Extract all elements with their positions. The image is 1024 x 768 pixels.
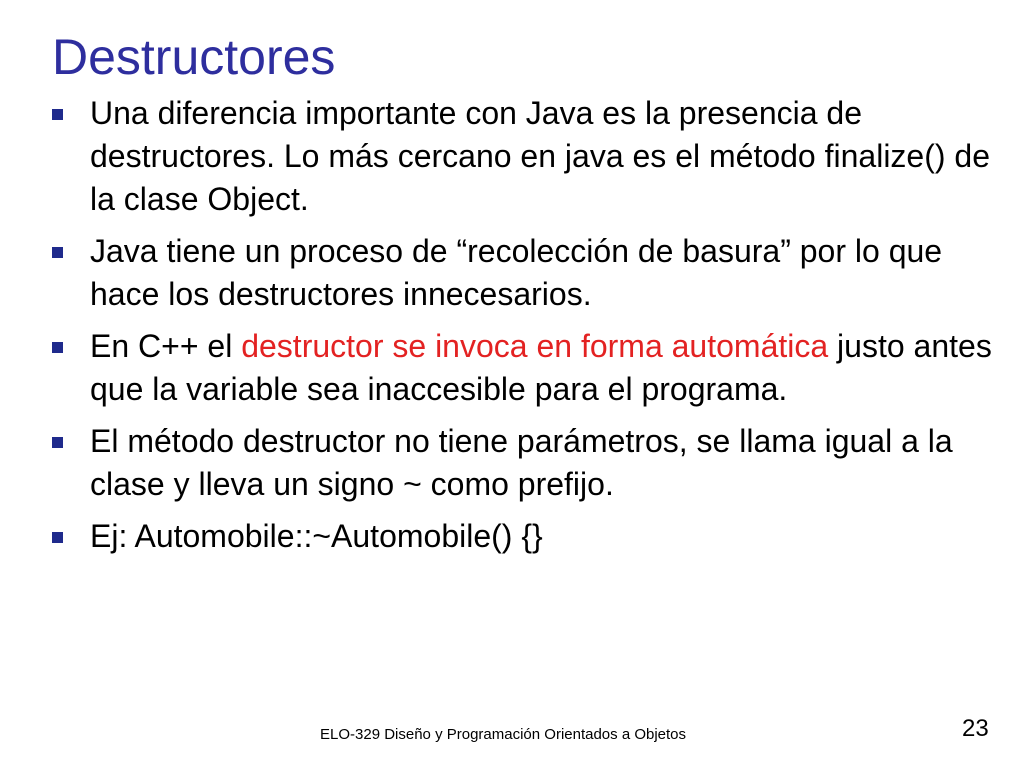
bullet-item bbox=[48, 420, 998, 506]
bullet-text: Ej: Automobile::~Automobile() {} bbox=[90, 518, 543, 554]
bullet-item bbox=[48, 230, 998, 316]
square-bullet-icon bbox=[52, 342, 63, 353]
bullet-text: Una diferencia importante con Java es la presencia de destructores. Lo más cercano en java es el método finalize() de la clase Object. bbox=[90, 95, 991, 217]
bullet-text: Java tiene un proceso de “recolección de basura” por lo que hace los destructores innecesarios. bbox=[90, 233, 943, 312]
bullet-text-highlight: destructor se invoca en forma automática bbox=[241, 328, 829, 364]
square-bullet-icon bbox=[52, 247, 63, 258]
square-bullet-icon bbox=[52, 109, 63, 120]
bullet-text: El método destructor no tiene parámetros, se llama igual a la clase y lleva un signo ~ como prefijo. bbox=[90, 423, 953, 502]
square-bullet-icon bbox=[52, 532, 63, 543]
bullet-item bbox=[48, 92, 998, 221]
slide-title: Destructores bbox=[52, 29, 336, 85]
bullet-text-suffix: justo antes que la variable sea inaccesible para el programa. bbox=[90, 328, 992, 407]
bullet-text-prefix: En C++ el bbox=[90, 328, 242, 364]
bullet-item bbox=[48, 515, 998, 558]
square-bullet-icon bbox=[52, 437, 63, 448]
footer-course-title: ELO-329 Diseño y Programación Orientados a Objetos bbox=[320, 726, 687, 743]
bullet-item bbox=[48, 325, 998, 411]
page-number: 23 bbox=[962, 715, 989, 742]
bullet-list bbox=[48, 92, 998, 558]
